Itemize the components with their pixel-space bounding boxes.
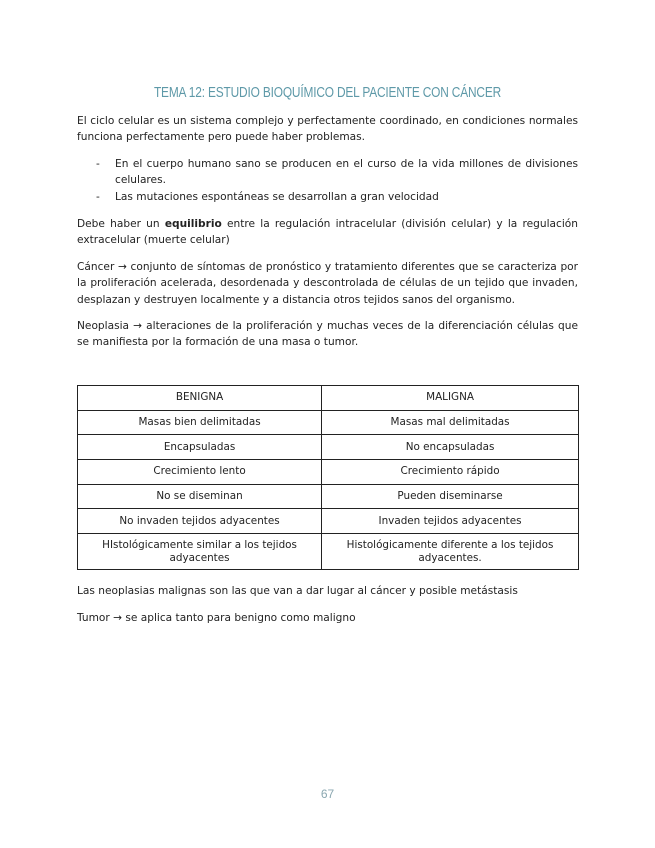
table-row xyxy=(78,534,579,570)
dash-bullet: - xyxy=(96,157,100,170)
list-item xyxy=(77,189,578,205)
table-cell: No se diseminan xyxy=(78,484,322,509)
table-cell: Crecimiento lento xyxy=(78,460,322,485)
intro-paragraph: El ciclo celular es un sistema complejo y perfectamente coordinado, en condiciones normales funciona perfectamente pero puede haber problemas. xyxy=(77,115,578,144)
table-row xyxy=(78,460,579,485)
bullet-list xyxy=(77,156,578,205)
neoplasia-definition: Neoplasia → alteraciones de la proliferación y muchas veces de la diferenciación células que se manifiesta por la formación de una masa o tumor. xyxy=(77,320,578,349)
table-cell: Encapsuladas xyxy=(78,435,322,460)
table-row xyxy=(78,509,579,534)
list-item xyxy=(77,156,578,189)
malignas-note: Las neoplasias malignas son las que van a dar lugar al cáncer y posible metástasis xyxy=(77,585,518,597)
equilibrio-text-after: entre la regulación intracelular (división celular) y la regulación extracelular (muerte celular) xyxy=(77,218,578,247)
benign-malignant-table xyxy=(77,385,579,570)
table-cell: No encapsuladas xyxy=(322,435,579,460)
tumor-note: Tumor → se aplica tanto para benigno como maligno xyxy=(77,612,356,625)
table-cell: Histológicamente diferente a los tejidos adyacentes. xyxy=(322,534,579,570)
post-table-content xyxy=(77,583,578,638)
table-cell: Invaden tejidos adyacentes xyxy=(322,509,579,534)
table-cell: No invaden tejidos adyacentes xyxy=(78,509,322,534)
table-cell: Crecimiento rápido xyxy=(322,460,579,485)
main-content xyxy=(77,113,578,361)
table-row xyxy=(78,435,579,460)
table-cell: Masas mal delimitadas xyxy=(322,410,579,435)
table-cell: HIstológicamente similar a los tejidos adyacentes xyxy=(78,534,322,570)
table-header-row xyxy=(78,386,579,411)
list-item-text: En el cuerpo humano sano se producen en el curso de la vida millones de divisiones celulares. xyxy=(115,157,578,187)
page-title: TEMA 12: ESTUDIO BIOQUÍMICO DEL PACIENTE CON CÁNCER xyxy=(153,85,502,101)
cancer-definition: Cáncer → conjunto de síntomas de pronóstico y tratamiento diferentes que se caracteriza por la proliferación acelerada, desordenada y descontrolada de células de un tejido que invaden, desplazan y destruyen localmente y a distancia otros tejidos sanos del organismo. xyxy=(77,260,578,306)
page-number: 67 xyxy=(320,787,335,801)
table-cell: Masas bien delimitadas xyxy=(78,410,322,435)
table-cell: Pueden diseminarse xyxy=(322,484,579,509)
header-maligna: MALIGNA xyxy=(322,386,579,411)
table-row xyxy=(78,484,579,509)
equilibrio-paragraph xyxy=(77,216,578,249)
dash-bullet: - xyxy=(96,190,100,203)
equilibrio-text-before: Debe haber un xyxy=(77,218,165,231)
equilibrio-bold-term: equilibrio xyxy=(164,218,222,231)
header-benigna: BENIGNA xyxy=(78,386,322,411)
table-row xyxy=(78,410,579,435)
list-item-text: Las mutaciones espontáneas se desarrollan a gran velocidad xyxy=(115,190,439,203)
